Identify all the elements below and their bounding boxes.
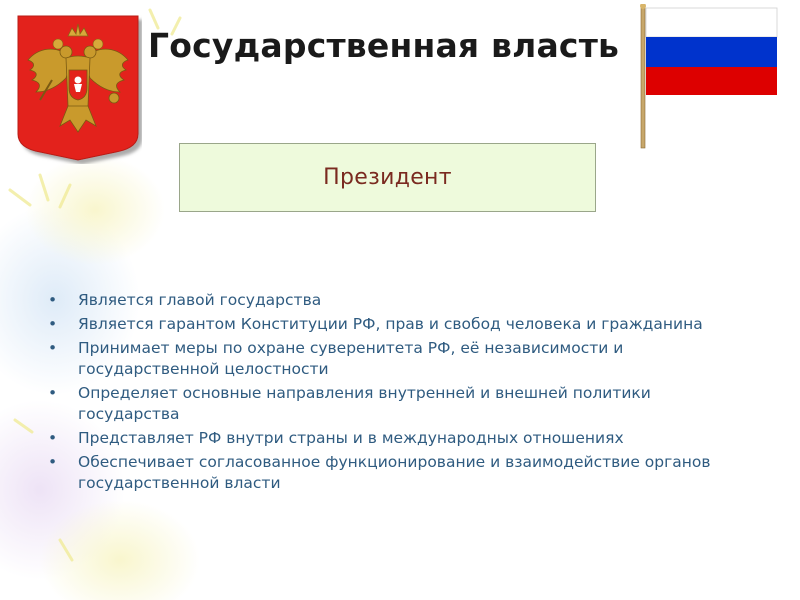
list-item	[48, 452, 728, 494]
bullet-dot-icon: •	[48, 453, 58, 471]
list-item	[48, 383, 728, 425]
list-item-text: Определяет основные направления внутренней и внешней политики государства	[78, 384, 651, 423]
list-item	[48, 428, 728, 449]
bullet-dot-icon: •	[48, 339, 58, 357]
list-item	[48, 338, 728, 380]
duties-list	[48, 290, 728, 497]
list-item	[48, 314, 728, 335]
list-item	[48, 290, 728, 311]
list-item-text: Обеспечивает согласованное функционирование и взаимодействие органов государственной власти	[78, 453, 711, 492]
list-item-text: Является главой государства	[78, 291, 322, 309]
bullet-dot-icon: •	[48, 315, 58, 333]
page-title: Государственная власть	[148, 26, 620, 65]
russian-flag-icon	[638, 4, 780, 150]
list-item-text: Является гарантом Конституции РФ, прав и свобод человека и гражданина	[78, 315, 703, 333]
bullet-dot-icon: •	[48, 291, 58, 309]
coat-of-arms-icon	[16, 14, 142, 164]
bullet-dot-icon: •	[48, 384, 58, 402]
bullet-dot-icon: •	[48, 429, 58, 447]
list-item-text: Представляет РФ внутри страны и в международных отношениях	[78, 429, 624, 447]
list-item-text: Принимает меры по охране суверенитета РФ, её независимости и государственной целостности	[78, 339, 624, 378]
president-box	[179, 143, 596, 212]
president-label: Президент	[323, 165, 452, 190]
